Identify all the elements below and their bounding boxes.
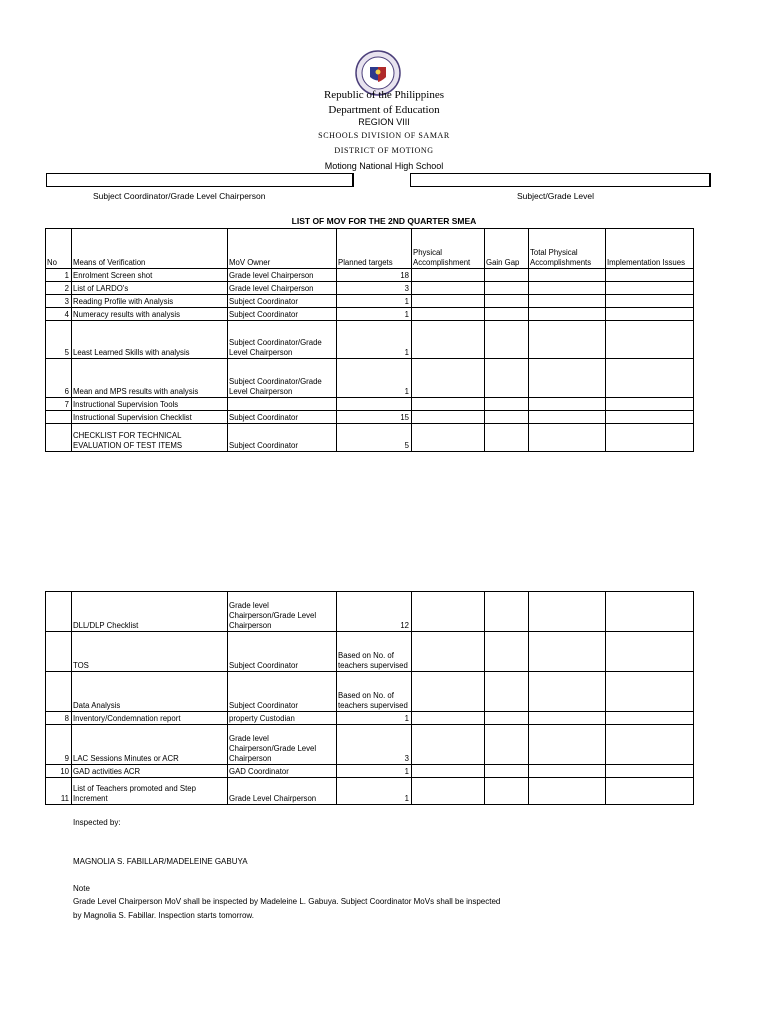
table-row [46,592,694,632]
means-of-verification-cell: GAD activities ACR [72,765,228,778]
total-accomplishment-cell[interactable] [529,295,606,308]
note-label: Note [73,884,90,893]
planned-target-cell: 12 [337,592,412,632]
total-accomplishment-cell[interactable] [529,411,606,424]
physical-accomplishment-cell[interactable] [412,632,485,672]
physical-accomplishment-cell[interactable] [412,321,485,359]
region-name: REGION VIII [358,117,410,127]
planned-target-cell: Based on No. of teachers supervised [337,632,412,672]
planned-target-cell: 5 [337,424,412,452]
table-header-row [46,229,694,269]
planned-target-cell: 1 [337,308,412,321]
mov-owner-cell: Grade level Chairperson [228,282,337,295]
physical-accomplishment-cell[interactable] [412,295,485,308]
mov-table-continued [45,591,694,805]
implementation-issues-cell[interactable] [606,725,694,765]
gain-gap-cell[interactable] [485,725,529,765]
mov-owner-cell: GAD Coordinator [228,765,337,778]
planned-target-cell: 3 [337,282,412,295]
gain-gap-cell[interactable] [485,632,529,672]
implementation-issues-cell[interactable] [606,712,694,725]
mov-owner-cell [228,398,337,411]
planned-target-cell: 1 [337,765,412,778]
subject-field-label: Subject/Grade Level [517,191,595,201]
row-number-cell: 1 [46,269,72,282]
gain-gap-cell[interactable] [485,308,529,321]
implementation-issues-cell[interactable] [606,308,694,321]
planned-target-cell: 1 [337,712,412,725]
physical-accomplishment-cell[interactable] [412,269,485,282]
means-of-verification-cell: Data Analysis [72,672,228,712]
implementation-issues-cell[interactable] [606,321,694,359]
row-number-cell: 11 [46,778,72,805]
row-number-cell [46,424,72,452]
gain-gap-cell[interactable] [485,592,529,632]
implementation-issues-cell[interactable] [606,778,694,805]
row-number-cell: 2 [46,282,72,295]
mov-owner-cell: Grade level Chairperson/Grade Level Chairperson [228,592,337,632]
table-row [46,712,694,725]
gain-gap-cell[interactable] [485,765,529,778]
subject-grade-level-field[interactable] [410,173,711,187]
planned-target-cell: 1 [337,778,412,805]
physical-accomplishment-cell[interactable] [412,398,485,411]
means-of-verification-cell: Mean and MPS results with analysis [72,359,228,398]
table-row [46,725,694,765]
gain-gap-cell[interactable] [485,672,529,712]
column-header: Physical Accomplishment [412,229,485,269]
gain-gap-cell[interactable] [485,411,529,424]
table-row [46,424,694,452]
total-accomplishment-cell[interactable] [529,672,606,712]
table-row [46,672,694,712]
total-accomplishment-cell[interactable] [529,712,606,725]
physical-accomplishment-cell[interactable] [412,282,485,295]
planned-target-cell: Based on No. of teachers supervised [337,672,412,712]
implementation-issues-cell[interactable] [606,592,694,632]
means-of-verification-cell: LAC Sessions Minutes or ACR [72,725,228,765]
column-header: Planned targets [337,229,412,269]
implementation-issues-cell[interactable] [606,282,694,295]
gain-gap-cell[interactable] [485,321,529,359]
means-of-verification-cell: Least Learned Skills with analysis [72,321,228,359]
row-number-cell: 9 [46,725,72,765]
total-accomplishment-cell[interactable] [529,321,606,359]
total-accomplishment-cell[interactable] [529,359,606,398]
inspected-by-label: Inspected by: [73,818,121,827]
row-number-cell: 8 [46,712,72,725]
column-header: Total Physical Accomplishments [529,229,606,269]
implementation-issues-cell[interactable] [606,411,694,424]
table-row [46,269,694,282]
country-name: Republic of the Philippines [323,89,445,101]
planned-target-cell: 1 [337,321,412,359]
means-of-verification-cell: CHECKLIST FOR TECHNICAL EVALUATION OF TEST ITEMS [72,424,228,452]
implementation-issues-cell[interactable] [606,269,694,282]
mov-owner-cell: Grade Level Chairperson [228,778,337,805]
means-of-verification-cell: Numeracy results with analysis [72,308,228,321]
mov-owner-cell: Subject Coordinator/Grade Level Chairperson [228,321,337,359]
list-title: LIST OF MOV FOR THE 2ND QUARTER SMEA [291,216,477,226]
row-number-cell: 10 [46,765,72,778]
gain-gap-cell[interactable] [485,398,529,411]
total-accomplishment-cell[interactable] [529,765,606,778]
gain-gap-cell[interactable] [485,712,529,725]
gain-gap-cell[interactable] [485,424,529,452]
row-number-cell: 3 [46,295,72,308]
department-name: Department of Education [328,104,440,116]
physical-accomplishment-cell[interactable] [412,424,485,452]
physical-accomplishment-cell[interactable] [412,672,485,712]
table-row [46,308,694,321]
total-accomplishment-cell[interactable] [529,725,606,765]
mov-owner-cell: Grade level Chairperson/Grade Level Chairperson [228,725,337,765]
total-accomplishment-cell[interactable] [529,269,606,282]
table-row [46,778,694,805]
planned-target-cell: 18 [337,269,412,282]
table-row [46,321,694,359]
row-number-cell [46,672,72,712]
row-number-cell: 7 [46,398,72,411]
implementation-issues-cell[interactable] [606,295,694,308]
mov-owner-cell: Subject Coordinator [228,308,337,321]
mov-owner-cell: Subject Coordinator [228,411,337,424]
physical-accomplishment-cell[interactable] [412,778,485,805]
row-number-cell [46,632,72,672]
row-number-cell: 6 [46,359,72,398]
coordinator-name-field[interactable] [46,173,354,187]
implementation-issues-cell[interactable] [606,398,694,411]
means-of-verification-cell: Reading Profile with Analysis [72,295,228,308]
table-row [46,765,694,778]
implementation-issues-cell[interactable] [606,632,694,672]
note-line-2: by Magnolia S. Fabillar. Inspection starts tomorrow. [73,911,254,920]
planned-target-cell: 15 [337,411,412,424]
total-accomplishment-cell[interactable] [529,424,606,452]
column-header: MoV Owner [228,229,337,269]
means-of-verification-cell: TOS [72,632,228,672]
physical-accomplishment-cell[interactable] [412,725,485,765]
means-of-verification-cell: DLL/DLP Checklist [72,592,228,632]
gain-gap-cell[interactable] [485,282,529,295]
table-row [46,411,694,424]
row-number-cell [46,411,72,424]
school-name: Motiong National High School [324,161,444,171]
table-row [46,282,694,295]
physical-accomplishment-cell[interactable] [412,592,485,632]
gain-gap-cell[interactable] [485,269,529,282]
row-number-cell [46,592,72,632]
division-name: SCHOOLS DIVISION OF SAMAR [318,131,450,140]
table-row [46,632,694,672]
implementation-issues-cell[interactable] [606,765,694,778]
table-row [46,295,694,308]
physical-accomplishment-cell[interactable] [412,712,485,725]
implementation-issues-cell[interactable] [606,359,694,398]
mov-owner-cell: Subject Coordinator [228,672,337,712]
implementation-issues-cell[interactable] [606,424,694,452]
table-row [46,359,694,398]
implementation-issues-cell[interactable] [606,672,694,712]
means-of-verification-cell: Inventory/Condemnation report [72,712,228,725]
planned-target-cell: 1 [337,359,412,398]
total-accomplishment-cell[interactable] [529,592,606,632]
mov-owner-cell: Subject Coordinator/Grade Level Chairperson [228,359,337,398]
planned-target-cell [337,398,412,411]
mov-owner-cell: Subject Coordinator [228,295,337,308]
means-of-verification-cell: Enrolment Screen shot [72,269,228,282]
column-header: Means of Verification [72,229,228,269]
mov-table-main [45,228,694,452]
district-name: DISTRICT OF MOTIONG [334,146,434,155]
inspectors-names: MAGNOLIA S. FABILLAR/MADELEINE GABUYA [73,857,248,866]
column-header: No [46,229,72,269]
column-header: Gain Gap [485,229,529,269]
means-of-verification-cell: List of Teachers promoted and Step Increment [72,778,228,805]
total-accomplishment-cell[interactable] [529,282,606,295]
means-of-verification-cell: Instructional Supervision Checklist [72,411,228,424]
mov-owner-cell: Subject Coordinator [228,424,337,452]
physical-accomplishment-cell[interactable] [412,359,485,398]
physical-accomplishment-cell[interactable] [412,308,485,321]
total-accomplishment-cell[interactable] [529,632,606,672]
gain-gap-cell[interactable] [485,295,529,308]
table-row [46,398,694,411]
means-of-verification-cell: Instructional Supervision Tools [72,398,228,411]
column-header: Implementation Issues [606,229,694,269]
mov-owner-cell: Subject Coordinator [228,632,337,672]
gain-gap-cell[interactable] [485,778,529,805]
planned-target-cell: 1 [337,295,412,308]
physical-accomplishment-cell[interactable] [412,411,485,424]
row-number-cell: 4 [46,308,72,321]
total-accomplishment-cell[interactable] [529,398,606,411]
gain-gap-cell[interactable] [485,359,529,398]
means-of-verification-cell: List of LARDO's [72,282,228,295]
mov-owner-cell: property Custodian [228,712,337,725]
note-line-1: Grade Level Chairperson MoV shall be inspected by Madeleine L. Gabuya. Subject Coordinator MoVs shall be inspected [73,897,501,906]
row-number-cell: 5 [46,321,72,359]
physical-accomplishment-cell[interactable] [412,765,485,778]
total-accomplishment-cell[interactable] [529,778,606,805]
planned-target-cell: 3 [337,725,412,765]
mov-owner-cell: Grade level Chairperson [228,269,337,282]
total-accomplishment-cell[interactable] [529,308,606,321]
coordinator-field-label: Subject Coordinator/Grade Level Chairperson [93,191,266,201]
